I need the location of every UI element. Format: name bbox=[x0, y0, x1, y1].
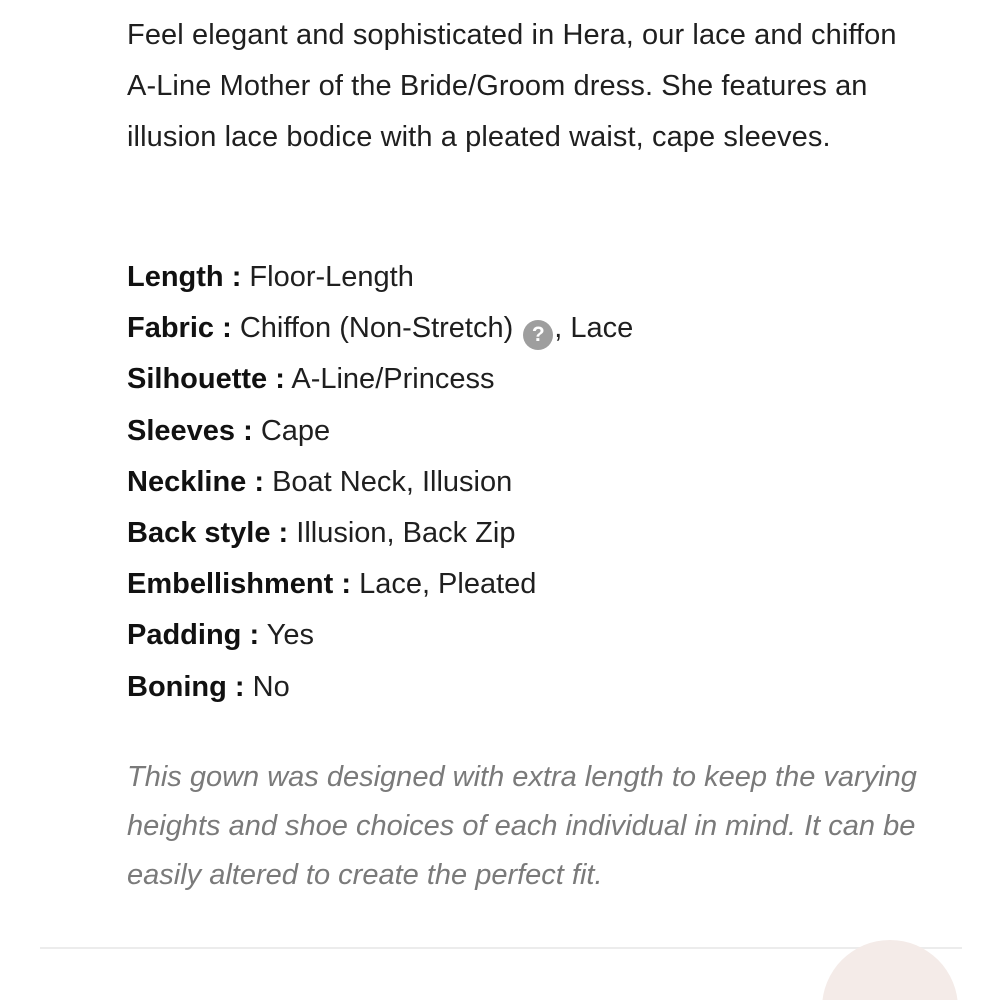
spec-label: Silhouette : bbox=[127, 363, 285, 396]
floating-action-button[interactable] bbox=[822, 940, 958, 1000]
spec-label: Padding : bbox=[127, 619, 260, 652]
spec-value: Boat Neck, Illusion bbox=[272, 465, 513, 498]
spec-value-extra: , Lace bbox=[554, 312, 634, 345]
spec-value: A-Line/Princess bbox=[291, 363, 495, 396]
spec-padding bbox=[127, 610, 633, 661]
spec-neckline bbox=[127, 457, 633, 508]
help-circle-icon[interactable]: ? bbox=[523, 320, 553, 350]
spec-value: Floor-Length bbox=[249, 261, 414, 293]
spec-back-style bbox=[127, 508, 633, 559]
spec-embellishment bbox=[127, 559, 633, 610]
spec-value: Yes bbox=[266, 619, 314, 652]
spec-list bbox=[127, 252, 633, 713]
fit-note: This gown was designed with extra length to keep the varying heights and shoe choices of each individual in mind. It can be easily altered to create the perfect fit. bbox=[127, 761, 917, 891]
spec-value: Cape bbox=[260, 414, 331, 447]
spec-value: No bbox=[252, 670, 290, 703]
spec-label: Length : bbox=[127, 261, 242, 293]
spec-label: Neckline : bbox=[127, 465, 264, 498]
spec-label: Embellishment : bbox=[127, 568, 351, 601]
spec-value: Lace, Pleated bbox=[359, 568, 537, 601]
spec-label: Sleeves : bbox=[127, 414, 253, 447]
spec-label: Fabric : bbox=[127, 312, 232, 345]
spec-boning bbox=[127, 662, 633, 713]
spec-value: Chiffon (Non-Stretch) bbox=[239, 312, 514, 345]
spec-sleeves bbox=[127, 406, 633, 457]
spec-label: Back style : bbox=[127, 516, 289, 549]
spec-value: Illusion, Back Zip bbox=[296, 516, 516, 549]
section-divider bbox=[40, 947, 962, 949]
spec-silhouette bbox=[127, 354, 633, 405]
spec-label: Boning : bbox=[127, 670, 245, 703]
product-description: Feel elegant and sophisticated in Hera, our lace and chiffon A-Line Mother of the Bride/Groom dress. She features an illusion lace bodice with a pleated waist, cape sleeves. bbox=[127, 19, 897, 153]
spec-fabric bbox=[127, 303, 633, 354]
spec-length bbox=[127, 252, 633, 303]
product-details bbox=[127, 10, 927, 891]
